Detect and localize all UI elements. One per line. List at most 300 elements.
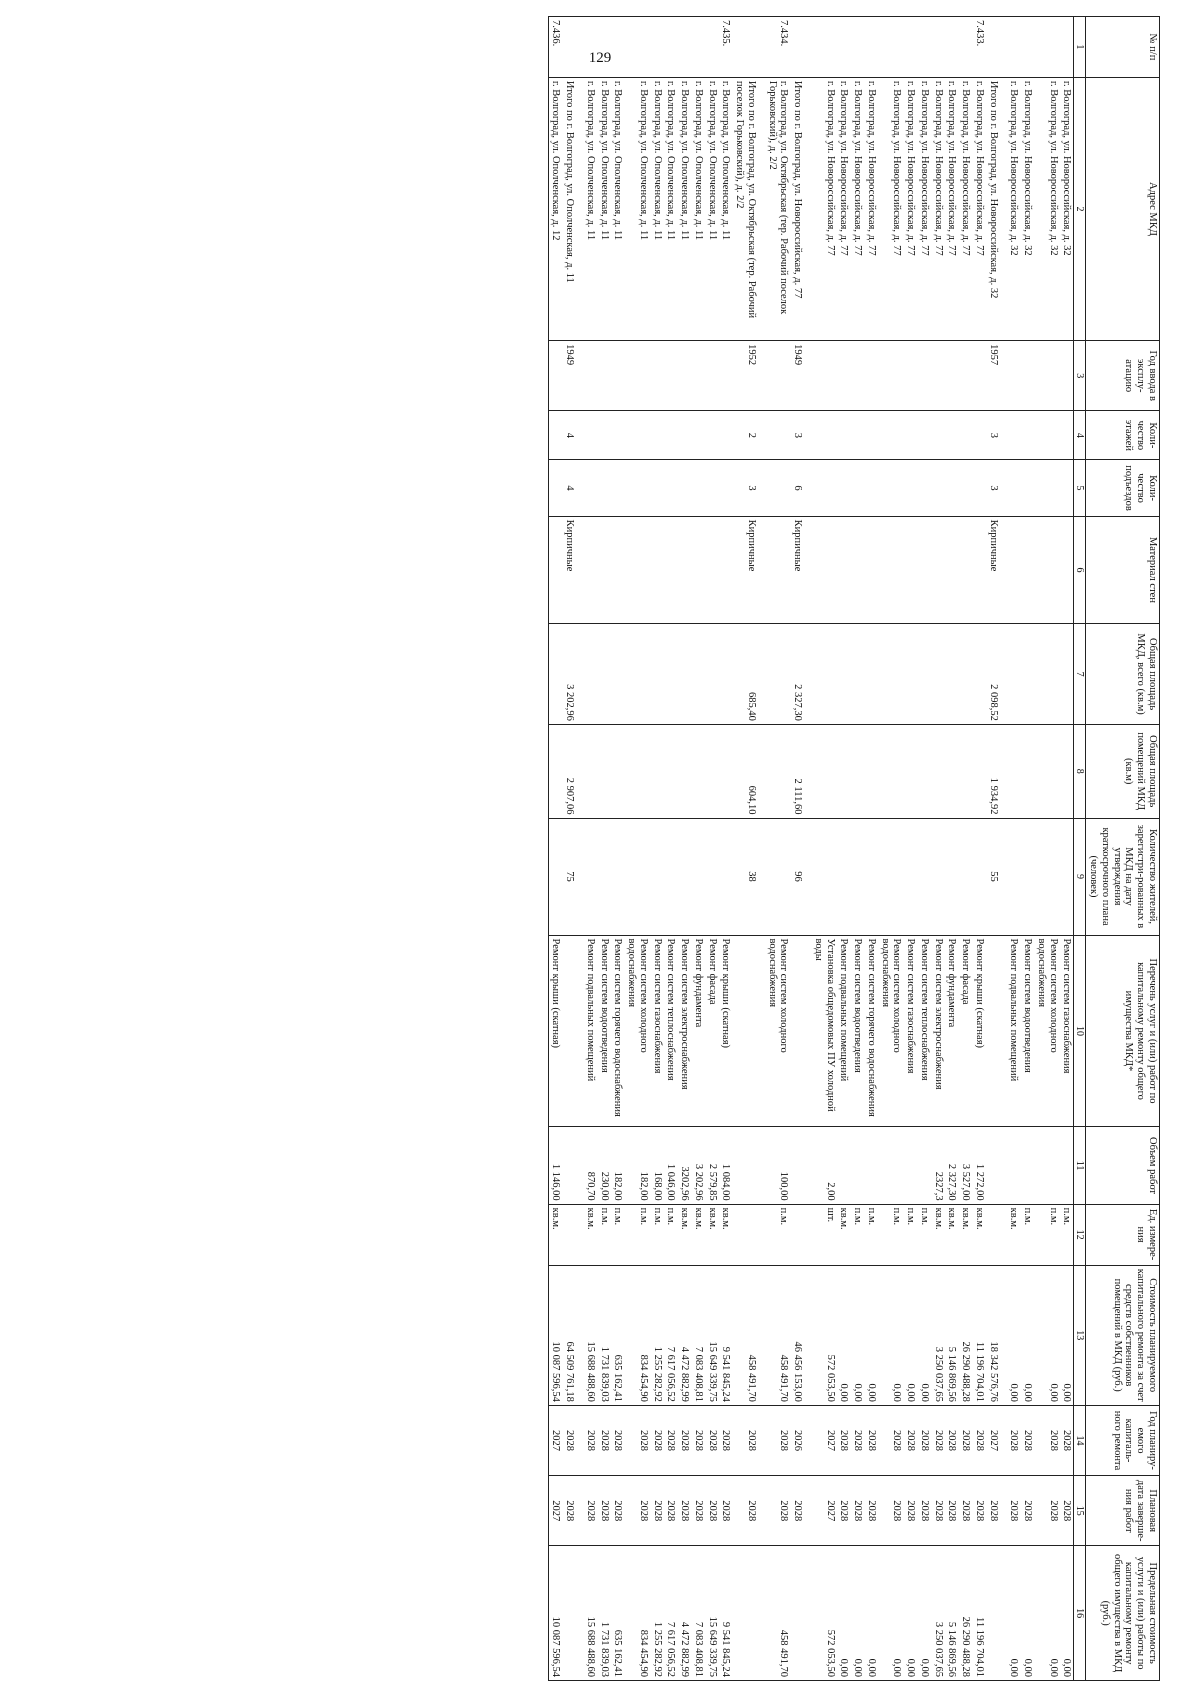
commission-year bbox=[691, 341, 705, 411]
work-type: Ремонт систем электроснабжения bbox=[677, 935, 691, 1127]
limit-cost: 0,00 bbox=[1020, 1546, 1034, 1681]
work-type: Ремонт фундамента bbox=[691, 935, 705, 1127]
work-type: Ремонт систем холодного водоснабжения bbox=[878, 935, 904, 1127]
work-volume bbox=[562, 1127, 583, 1204]
completion-year: 2028 bbox=[583, 1476, 597, 1546]
wall-material bbox=[664, 516, 678, 624]
floors-count: 3 bbox=[986, 411, 1007, 460]
column-header: Перечень услуг и (или) работ по капитальному ремонту общего имущества МКД* bbox=[1086, 935, 1160, 1127]
column-header: Коли-чество этажей bbox=[1086, 411, 1160, 460]
work-volume: 3202,96 bbox=[677, 1127, 691, 1204]
premises-area bbox=[1020, 724, 1034, 818]
wall-material: Кирпичные bbox=[790, 516, 811, 624]
work-volume: 168,00 bbox=[650, 1127, 664, 1204]
commission-year: 1952 bbox=[732, 341, 765, 411]
residents-count bbox=[1060, 818, 1074, 935]
address-cell: г. Волгоград, ул. Ополченская, д. 11 bbox=[583, 77, 597, 340]
wall-material bbox=[548, 516, 562, 624]
work-volume: 230,00 bbox=[597, 1127, 611, 1204]
unit: п.м. bbox=[650, 1204, 664, 1265]
planned-cost: 458 491,70 bbox=[765, 1265, 791, 1405]
floors-count bbox=[664, 411, 678, 460]
total-area bbox=[931, 624, 945, 725]
premises-area bbox=[548, 724, 562, 818]
work-volume: 870,70 bbox=[583, 1127, 597, 1204]
premises-area bbox=[691, 724, 705, 818]
residents-count bbox=[917, 818, 931, 935]
total-area bbox=[958, 624, 972, 725]
unit: п.м. bbox=[611, 1204, 625, 1265]
planned-year: 2028 bbox=[1034, 1405, 1060, 1475]
floors-count bbox=[705, 411, 719, 460]
row-number bbox=[732, 17, 765, 78]
planned-year: 2028 bbox=[583, 1405, 597, 1475]
total-area: 2 098,52 bbox=[986, 624, 1007, 725]
wall-material bbox=[650, 516, 664, 624]
total-area: 2 327,30 bbox=[790, 624, 811, 725]
entrances-count bbox=[917, 460, 931, 516]
completion-year: 2028 bbox=[677, 1476, 691, 1546]
unit: п.м. bbox=[765, 1204, 791, 1265]
limit-cost: 1 731 839,03 bbox=[597, 1546, 611, 1681]
work-type: Ремонт систем газоснабжения bbox=[650, 935, 664, 1127]
residents-count: 55 bbox=[986, 818, 1007, 935]
limit-cost: 0,00 bbox=[850, 1546, 864, 1681]
entrances-count bbox=[864, 460, 878, 516]
premises-area bbox=[878, 724, 904, 818]
table-row bbox=[931, 17, 945, 1681]
residents-count bbox=[719, 818, 733, 935]
planned-cost: 18 342 576,76 bbox=[986, 1265, 1007, 1405]
residents-count bbox=[850, 818, 864, 935]
table-row bbox=[837, 17, 851, 1681]
floors-count bbox=[850, 411, 864, 460]
wall-material: Кирпичные bbox=[562, 516, 583, 624]
header-row bbox=[1086, 17, 1160, 1681]
planned-year: 2027 bbox=[986, 1405, 1007, 1475]
commission-year bbox=[597, 341, 611, 411]
unit: п.м. bbox=[1034, 1204, 1060, 1265]
table-row bbox=[650, 17, 664, 1681]
table-row bbox=[548, 17, 562, 1681]
planned-year: 2028 bbox=[1007, 1405, 1021, 1475]
limit-cost: 0,00 bbox=[864, 1546, 878, 1681]
premises-area bbox=[650, 724, 664, 818]
work-type: Ремонт систем водоотведения bbox=[1020, 935, 1034, 1127]
planned-cost: 0,00 bbox=[837, 1265, 851, 1405]
work-type: Ремонт фундамента bbox=[945, 935, 959, 1127]
floors-count bbox=[650, 411, 664, 460]
address-cell: г. Волгоград, ул. Новороссийская, д. 32 bbox=[1007, 77, 1021, 340]
total-area bbox=[624, 624, 650, 725]
commission-year bbox=[958, 341, 972, 411]
floors-count bbox=[1020, 411, 1034, 460]
premises-area bbox=[1034, 724, 1060, 818]
address-cell: г. Волгоград, ул. Новороссийская, д. 32 bbox=[1060, 77, 1074, 340]
premises-area bbox=[611, 724, 625, 818]
total-area bbox=[677, 624, 691, 725]
wall-material bbox=[878, 516, 904, 624]
premises-area bbox=[765, 724, 791, 818]
row-number bbox=[677, 17, 691, 78]
work-volume bbox=[1007, 1127, 1021, 1204]
planned-year: 2027 bbox=[548, 1405, 562, 1475]
completion-year: 2028 bbox=[624, 1476, 650, 1546]
completion-year: 2028 bbox=[958, 1476, 972, 1546]
work-volume: 2327,3 bbox=[931, 1127, 945, 1204]
work-type: Ремонт систем холодного водоснабжения bbox=[1034, 935, 1060, 1127]
planned-cost: 0,00 bbox=[903, 1265, 917, 1405]
residents-count bbox=[624, 818, 650, 935]
commission-year bbox=[548, 341, 562, 411]
wall-material bbox=[931, 516, 945, 624]
planned-cost: 0,00 bbox=[1034, 1265, 1060, 1405]
planned-year: 2027 bbox=[811, 1405, 837, 1475]
total-area bbox=[878, 624, 904, 725]
address-cell: Итого по г. Волгоград, ул. Октябрьская (тер. Рабочий поселок Горьковский), д. 2/2 bbox=[732, 77, 765, 340]
row-number bbox=[958, 17, 972, 78]
commission-year bbox=[903, 341, 917, 411]
planned-cost: 64 509 761,18 bbox=[562, 1265, 583, 1405]
limit-cost: 26 290 488,28 bbox=[958, 1546, 972, 1681]
address-cell: г. Волгоград, ул. Новороссийская, д. 77 bbox=[945, 77, 959, 340]
premises-area bbox=[864, 724, 878, 818]
commission-year: 1957 bbox=[986, 341, 1007, 411]
total-area: 685,40 bbox=[732, 624, 765, 725]
entrances-count bbox=[624, 460, 650, 516]
wall-material bbox=[837, 516, 851, 624]
limit-cost: 5 146 869,56 bbox=[945, 1546, 959, 1681]
wall-material bbox=[958, 516, 972, 624]
total-area bbox=[864, 624, 878, 725]
address-cell: г. Волгоград, ул. Новороссийская, д. 77 bbox=[958, 77, 972, 340]
row-number bbox=[917, 17, 931, 78]
total-row bbox=[562, 17, 583, 1681]
entrances-count bbox=[1060, 460, 1074, 516]
completion-year: 2028 bbox=[931, 1476, 945, 1546]
planned-cost: 458 491,70 bbox=[732, 1265, 765, 1405]
wall-material bbox=[1007, 516, 1021, 624]
commission-year bbox=[878, 341, 904, 411]
residents-count bbox=[664, 818, 678, 935]
column-header: Плановая дата заверше-ния работ bbox=[1086, 1476, 1160, 1546]
limit-cost: 3 250 037,65 bbox=[931, 1546, 945, 1681]
entrances-count bbox=[945, 460, 959, 516]
unit: п.м. bbox=[1020, 1204, 1034, 1265]
limit-cost: 1 255 282,92 bbox=[650, 1546, 664, 1681]
work-type: Ремонт систем холодного водоснабжения bbox=[765, 935, 791, 1127]
total-area bbox=[850, 624, 864, 725]
premises-area bbox=[837, 724, 851, 818]
address-cell: г. Волгоград, ул. Новороссийская, д. 77 bbox=[878, 77, 904, 340]
column-number: 11 bbox=[1074, 1127, 1086, 1204]
table-row bbox=[1060, 17, 1074, 1681]
total-area bbox=[917, 624, 931, 725]
completion-year: 2028 bbox=[1007, 1476, 1021, 1546]
premises-area: 2 907,06 bbox=[562, 724, 583, 818]
work-type: Ремонт систем теплоснабжения bbox=[917, 935, 931, 1127]
column-header: Общая площадь помещений МКД (кв.м) bbox=[1086, 724, 1160, 818]
row-number bbox=[790, 17, 811, 78]
work-volume: 182,00 bbox=[624, 1127, 650, 1204]
entrances-count: 4 bbox=[562, 460, 583, 516]
planned-cost: 1 255 282,92 bbox=[650, 1265, 664, 1405]
residents-count bbox=[972, 818, 986, 935]
residents-count bbox=[864, 818, 878, 935]
floors-count bbox=[677, 411, 691, 460]
entrances-count bbox=[811, 460, 837, 516]
planned-cost: 5 146 869,56 bbox=[945, 1265, 959, 1405]
wall-material: Кирпичные bbox=[986, 516, 1007, 624]
wall-material bbox=[719, 516, 733, 624]
entrances-count bbox=[850, 460, 864, 516]
work-volume: 1 084,00 bbox=[719, 1127, 733, 1204]
work-type: Ремонт систем теплоснабжения bbox=[664, 935, 678, 1127]
entrances-count: 3 bbox=[732, 460, 765, 516]
planned-cost: 3 250 037,65 bbox=[931, 1265, 945, 1405]
wall-material bbox=[705, 516, 719, 624]
premises-area bbox=[931, 724, 945, 818]
planned-year: 2028 bbox=[972, 1405, 986, 1475]
unit: кв.м. bbox=[705, 1204, 719, 1265]
limit-cost: 0,00 bbox=[917, 1546, 931, 1681]
commission-year bbox=[837, 341, 851, 411]
work-volume bbox=[986, 1127, 1007, 1204]
address-cell: Итого по г. Волгоград, ул. Новороссийская, д. 32 bbox=[986, 77, 1007, 340]
total-area bbox=[611, 624, 625, 725]
commission-year bbox=[765, 341, 791, 411]
wall-material bbox=[1034, 516, 1060, 624]
row-number bbox=[583, 17, 597, 78]
entrances-count: 3 bbox=[986, 460, 1007, 516]
completion-year: 2028 bbox=[719, 1476, 733, 1546]
unit: п.м. bbox=[624, 1204, 650, 1265]
commission-year bbox=[972, 341, 986, 411]
residents-count bbox=[548, 818, 562, 935]
table-row bbox=[917, 17, 931, 1681]
row-number bbox=[597, 17, 611, 78]
planned-year: 2026 bbox=[790, 1405, 811, 1475]
residents-count bbox=[705, 818, 719, 935]
work-type bbox=[986, 935, 1007, 1127]
completion-year: 2028 bbox=[837, 1476, 851, 1546]
column-number: 13 bbox=[1074, 1265, 1086, 1405]
total-area bbox=[811, 624, 837, 725]
row-number: 7.433. bbox=[972, 17, 986, 78]
work-volume bbox=[732, 1127, 765, 1204]
work-volume bbox=[903, 1127, 917, 1204]
planned-cost: 10 087 596,54 bbox=[548, 1265, 562, 1405]
commission-year bbox=[1020, 341, 1034, 411]
floors-count bbox=[945, 411, 959, 460]
planned-cost: 7 617 056,52 bbox=[664, 1265, 678, 1405]
work-volume: 100,00 bbox=[765, 1127, 791, 1204]
premises-area bbox=[903, 724, 917, 818]
total-area bbox=[1034, 624, 1060, 725]
work-type bbox=[732, 935, 765, 1127]
work-volume bbox=[864, 1127, 878, 1204]
table-row bbox=[878, 17, 904, 1681]
table-row bbox=[765, 17, 791, 1681]
row-number bbox=[1034, 17, 1060, 78]
wall-material bbox=[811, 516, 837, 624]
completion-year: 2028 bbox=[1020, 1476, 1034, 1546]
work-volume: 182,00 bbox=[611, 1127, 625, 1204]
entrances-count bbox=[597, 460, 611, 516]
planned-year: 2028 bbox=[945, 1405, 959, 1475]
planned-cost: 0,00 bbox=[1020, 1265, 1034, 1405]
work-type: Ремонт систем горячего водоснабжения bbox=[864, 935, 878, 1127]
commission-year bbox=[677, 341, 691, 411]
entrances-count bbox=[837, 460, 851, 516]
work-volume: 2 327,30 bbox=[945, 1127, 959, 1204]
unit: п.м. bbox=[664, 1204, 678, 1265]
residents-count bbox=[958, 818, 972, 935]
wall-material bbox=[903, 516, 917, 624]
unit: п.м. bbox=[1060, 1204, 1074, 1265]
column-number: 14 bbox=[1074, 1405, 1086, 1475]
wall-material bbox=[624, 516, 650, 624]
planned-cost: 15 649 339,75 bbox=[705, 1265, 719, 1405]
entrances-count bbox=[719, 460, 733, 516]
work-volume bbox=[878, 1127, 904, 1204]
planned-cost: 0,00 bbox=[1060, 1265, 1074, 1405]
residents-count bbox=[878, 818, 904, 935]
planned-year: 2028 bbox=[837, 1405, 851, 1475]
commission-year bbox=[1060, 341, 1074, 411]
entrances-count bbox=[583, 460, 597, 516]
limit-cost bbox=[562, 1546, 583, 1681]
completion-year: 2028 bbox=[597, 1476, 611, 1546]
work-volume: 3 527,00 bbox=[958, 1127, 972, 1204]
address-cell: г. Волгоград, ул. Новороссийская, д. 77 bbox=[917, 77, 931, 340]
total-area bbox=[705, 624, 719, 725]
unit: кв.м. bbox=[677, 1204, 691, 1265]
commission-year bbox=[719, 341, 733, 411]
work-type bbox=[790, 935, 811, 1127]
wall-material bbox=[864, 516, 878, 624]
completion-year: 2028 bbox=[1060, 1476, 1074, 1546]
address-cell: г. Волгоград, ул. Ополченская, д. 12 bbox=[548, 77, 562, 340]
table-row bbox=[1034, 17, 1060, 1681]
total-area bbox=[664, 624, 678, 725]
planned-cost: 0,00 bbox=[864, 1265, 878, 1405]
unit: п.м. bbox=[850, 1204, 864, 1265]
work-type bbox=[562, 935, 583, 1127]
premises-area bbox=[624, 724, 650, 818]
residents-count bbox=[650, 818, 664, 935]
address-cell: г. Волгоград, ул. Ополченская, д. 11 bbox=[705, 77, 719, 340]
completion-year: 2028 bbox=[850, 1476, 864, 1546]
row-number bbox=[931, 17, 945, 78]
limit-cost: 4 472 882,99 bbox=[677, 1546, 691, 1681]
floors-count bbox=[624, 411, 650, 460]
wall-material bbox=[945, 516, 959, 624]
column-number: 16 bbox=[1074, 1546, 1086, 1681]
unit bbox=[790, 1204, 811, 1265]
limit-cost bbox=[790, 1546, 811, 1681]
planned-cost: 635 162,41 bbox=[611, 1265, 625, 1405]
planned-year: 2028 bbox=[864, 1405, 878, 1475]
column-number: 1 bbox=[1074, 17, 1086, 78]
entrances-count bbox=[677, 460, 691, 516]
row-number: 7.434. bbox=[765, 17, 791, 78]
column-number: 9 bbox=[1074, 818, 1086, 935]
commission-year bbox=[1034, 341, 1060, 411]
address-cell: г. Волгоград, ул. Ополченская, д. 11 bbox=[677, 77, 691, 340]
limit-cost: 15 688 488,60 bbox=[583, 1546, 597, 1681]
total-area bbox=[765, 624, 791, 725]
row-number bbox=[562, 17, 583, 78]
planned-year: 2028 bbox=[650, 1405, 664, 1475]
completion-year: 2028 bbox=[691, 1476, 705, 1546]
planned-cost: 7 083 408,81 bbox=[691, 1265, 705, 1405]
wall-material bbox=[583, 516, 597, 624]
unit: кв.м. bbox=[837, 1204, 851, 1265]
work-volume: 1 046,00 bbox=[664, 1127, 678, 1204]
wall-material bbox=[597, 516, 611, 624]
residents-count bbox=[597, 818, 611, 935]
row-number bbox=[986, 17, 1007, 78]
planned-cost: 0,00 bbox=[917, 1265, 931, 1405]
total-area bbox=[597, 624, 611, 725]
work-volume bbox=[790, 1127, 811, 1204]
residents-count bbox=[677, 818, 691, 935]
floors-count bbox=[931, 411, 945, 460]
entrances-count bbox=[650, 460, 664, 516]
planned-year: 2028 bbox=[903, 1405, 917, 1475]
work-type: Ремонт систем водоотведения bbox=[597, 935, 611, 1127]
limit-cost: 0,00 bbox=[1007, 1546, 1021, 1681]
commission-year bbox=[945, 341, 959, 411]
work-type: Ремонт крыши (скатная) bbox=[972, 935, 986, 1127]
planned-cost: 26 290 488,28 bbox=[958, 1265, 972, 1405]
residents-count bbox=[837, 818, 851, 935]
work-type: Ремонт систем газоснабжения bbox=[1060, 935, 1074, 1127]
completion-year: 2027 bbox=[811, 1476, 837, 1546]
table-body bbox=[548, 17, 1074, 1681]
planned-year: 2028 bbox=[705, 1405, 719, 1475]
completion-year: 2028 bbox=[562, 1476, 583, 1546]
work-volume bbox=[1034, 1127, 1060, 1204]
address-cell: г. Волгоград, ул. Новороссийская, д. 77 bbox=[931, 77, 945, 340]
table-row bbox=[597, 17, 611, 1681]
column-number: 3 bbox=[1074, 341, 1086, 411]
planned-year: 2028 bbox=[664, 1405, 678, 1475]
planned-cost: 572 053,50 bbox=[811, 1265, 837, 1405]
commission-year bbox=[811, 341, 837, 411]
planned-cost: 0,00 bbox=[850, 1265, 864, 1405]
table-row bbox=[624, 17, 650, 1681]
limit-cost: 9 541 845,24 bbox=[719, 1546, 733, 1681]
residents-count bbox=[931, 818, 945, 935]
work-type: Ремонт крыши (скатная) bbox=[719, 935, 733, 1127]
row-number: 7.435. bbox=[719, 17, 733, 78]
total-area bbox=[719, 624, 733, 725]
commission-year bbox=[705, 341, 719, 411]
work-type: Ремонт крыши (скатная) bbox=[548, 935, 562, 1127]
row-number bbox=[878, 17, 904, 78]
floors-count bbox=[583, 411, 597, 460]
column-header: Ед. измере-ния bbox=[1086, 1204, 1160, 1265]
column-header: Стоимость планируемого капитального ремонта за счет средств собственников помещений в МКД (руб.) bbox=[1086, 1265, 1160, 1405]
limit-cost: 0,00 bbox=[903, 1546, 917, 1681]
completion-year: 2028 bbox=[664, 1476, 678, 1546]
commission-year bbox=[931, 341, 945, 411]
completion-year: 2028 bbox=[732, 1476, 765, 1546]
column-number: 2 bbox=[1074, 77, 1086, 340]
premises-area bbox=[945, 724, 959, 818]
